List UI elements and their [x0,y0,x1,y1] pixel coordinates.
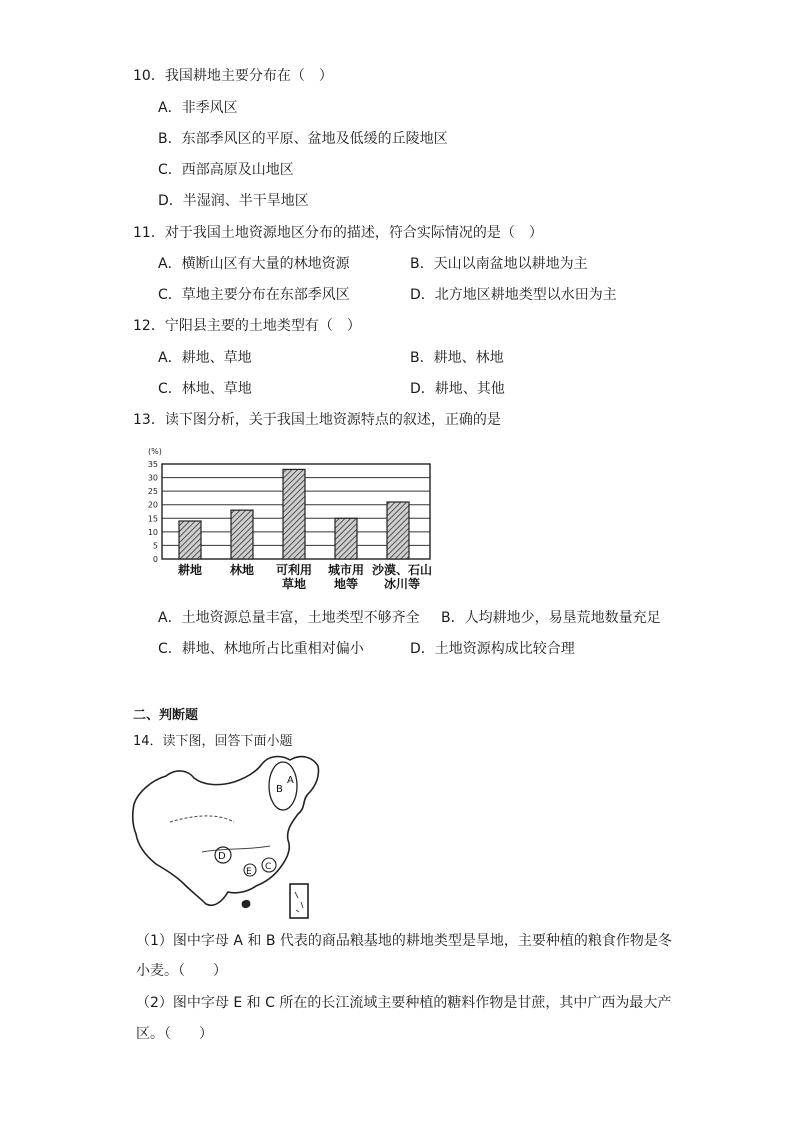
q12-stem: 12．宁阳县主要的土地类型有（ ） [133,318,361,334]
map-label-d: D [218,851,226,862]
map-label-c: C [265,862,272,872]
q10-option-c: C．西部高原及山地区 [158,162,294,178]
q12-option-d: D．耕地、其他 [410,381,505,397]
x-category-label: 冰川等 [383,577,421,591]
map-label-b: B [276,784,283,795]
q10-option-a: A．非季风区 [158,100,238,116]
bar [387,502,409,559]
q10-option-b: B．东部季风区的平原、盆地及低缓的丘陵地区 [158,131,448,147]
q13-option-a: A．土地资源总量丰富，土地类型不够齐全 [158,610,420,626]
china-map [130,752,330,922]
region-a-b-ellipse [269,762,297,810]
land-use-bar-chart [138,442,458,597]
y-tick-label: 10 [147,527,158,537]
x-category-label: 沙漠、石山 [371,563,433,577]
q14-stem: 14．读下图，回答下面小题 [133,734,293,749]
q14-sub1-line1: （1）图中字母 A 和 B 代表的商品粮基地的耕地类型是旱地，主要种植的粮食作物是冬 [136,933,672,949]
y-tick-label: 15 [147,514,158,524]
q12-option-c: C．林地、草地 [158,381,252,397]
x-category-label: 草地 [281,577,307,591]
x-category-label: 可利用 [275,563,313,577]
map-label-e: E [246,867,252,877]
q12-option-b: B．耕地、林地 [410,350,504,366]
chart-unit-label: (%) [148,447,162,456]
q13-option-b: B．人均耕地少，易垦荒地数量充足 [441,610,661,626]
q11-option-c: C．草地主要分布在东部季风区 [158,287,350,303]
q13-option-c: C．耕地、林地所占比重相对偏小 [158,641,364,657]
q11-option-a: A．横断山区有大量的林地资源 [158,256,350,272]
y-tick-label: 5 [152,541,158,551]
q14-sub1-line2: 小麦。（ ） [136,963,227,979]
y-tick-label: 35 [147,460,158,469]
map-label-a: A [287,775,294,786]
q10-option-d: D．半湿润、半干旱地区 [158,193,309,209]
bar [335,518,357,559]
x-category-label: 地等 [333,577,359,591]
section-title: 二、判断题 [133,708,199,723]
x-category-label: 城市用 [327,563,365,577]
q13-stem: 13．读下图分析，关于我国土地资源特点的叙述，正确的是 [133,412,501,428]
q11-stem: 11．对于我国土地资源地区分布的描述，符合实际情况的是（ ） [133,225,543,241]
q13-option-d: D．土地资源构成比较合理 [410,641,575,657]
x-category-label: 林地 [229,563,255,577]
south-sea-inset [290,884,308,918]
q14-sub2-line1: （2）图中字母 E 和 C 所在的长江流域主要种植的糖料作物是甘蔗，其中广西为最大产 [136,995,672,1011]
y-tick-label: 20 [147,500,158,510]
bar [283,469,305,559]
x-category-label: 耕地 [177,563,203,577]
q14-sub2-line2: 区。（ ） [136,1026,213,1042]
y-tick-label: 30 [147,473,158,483]
bar [231,510,253,559]
q11-option-d: D．北方地区耕地类型以水田为主 [410,287,617,303]
q12-option-a: A．耕地、草地 [158,350,252,366]
bar [179,521,201,559]
y-tick-label: 25 [147,487,158,497]
q10-stem: 10．我国耕地主要分布在（ ） [133,68,333,84]
q11-option-b: B．天山以南盆地以耕地为主 [410,256,588,272]
y-tick-label: 0 [152,555,158,564]
